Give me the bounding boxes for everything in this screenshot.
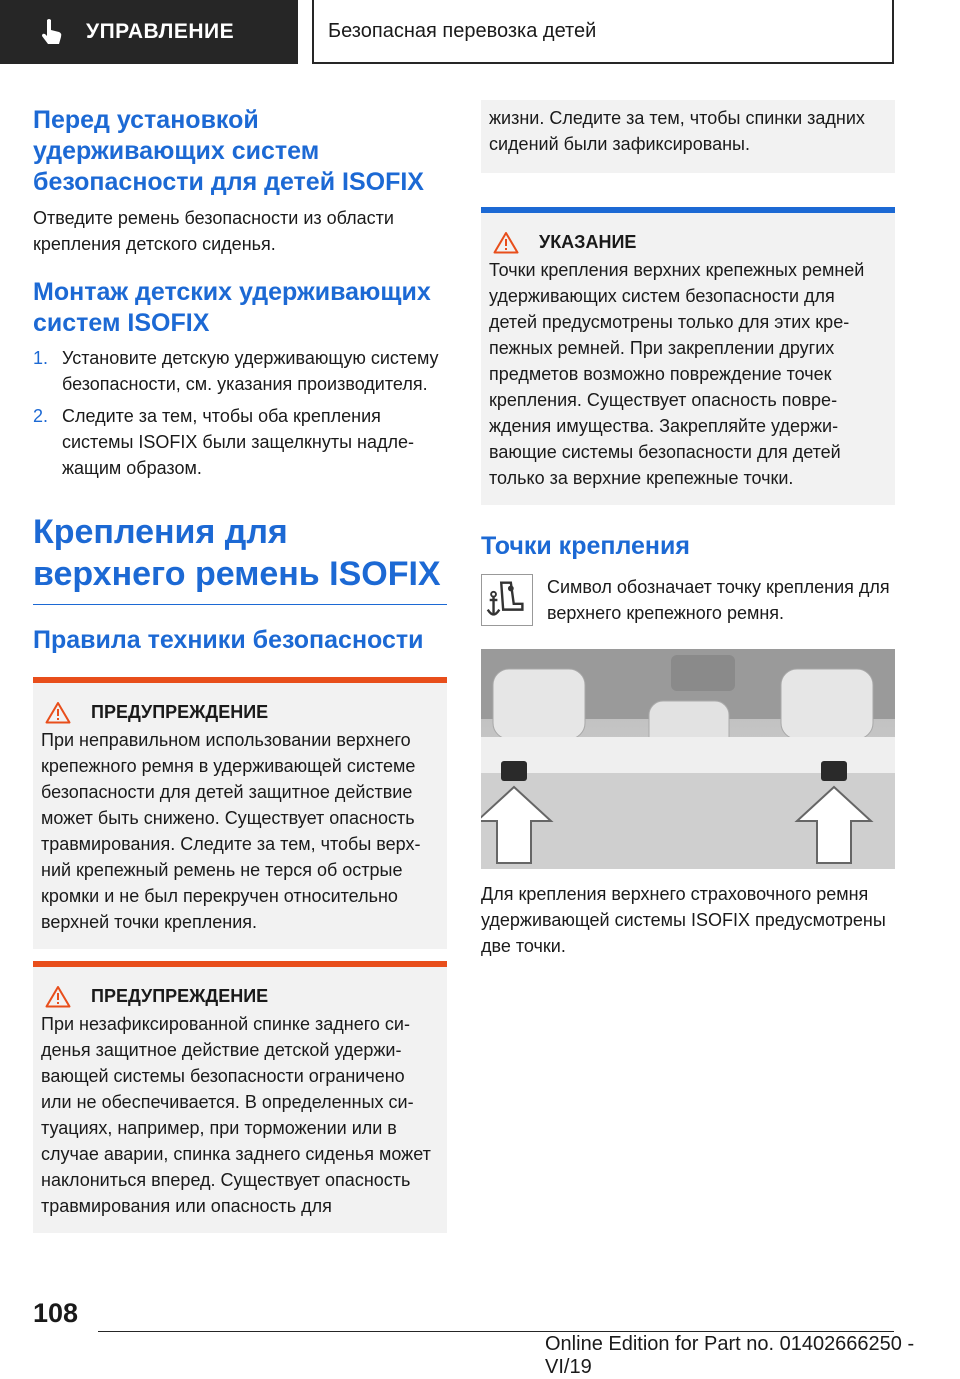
chapter-title: Безопасная перевозка детей <box>312 0 894 64</box>
warning-text: При неправильном использовании верхнего крепежного ремня в удерживающей системе безопасности для детей защитное действие может быть снижено. Существует опасность травмирования. Следите за тем, чтобы верхний крепежный ремень не терся об острые кромки и не был перекручен относительно верхней точки крепления. <box>41 730 421 932</box>
before-install-heading: Перед установкой удерживающих систем безопасности для детей ISOFIX <box>33 106 424 196</box>
footer-rule <box>98 1331 894 1332</box>
warning-header <box>41 983 439 1009</box>
right-column <box>481 100 895 959</box>
list-item <box>33 345 447 397</box>
anchor-heading: Точки крепления <box>481 532 690 560</box>
mount-heading: Монтаж детских удерживающих систем ISOFIX <box>33 278 431 337</box>
page-number: 108 <box>33 1298 79 1328</box>
symbol-row <box>481 574 895 626</box>
before-install-text: Отведите ремень безопасности из области крепления детского сиденья. <box>33 208 394 254</box>
warning-header <box>41 699 439 725</box>
notice-triangle-icon <box>493 231 519 254</box>
notice-header <box>489 229 887 255</box>
warning-text-continued: жизни. Следите за тем, чтобы спинки задних сидений были зафиксированы. <box>489 108 865 154</box>
warning-title: ПРЕДУПРЕЖДЕНИЕ <box>91 702 269 722</box>
step-number: 1. <box>33 348 49 368</box>
list-item <box>33 403 447 481</box>
warning-title: ПРЕДУПРЕЖДЕНИЕ <box>91 986 269 1006</box>
edition-text: Online Edition for Part no. 01402666250 - VI/19 <box>545 1333 915 1378</box>
symbol-description: Символ обозначает точку крепления для верхнего крепежного ремня. <box>547 577 890 623</box>
section-tab-label: УПРАВЛЕНИЕ <box>86 20 235 43</box>
anchor-points-photo <box>481 649 895 869</box>
top-tether-anchor-icon <box>481 574 533 626</box>
section-rule <box>33 604 447 605</box>
hand-pointer-icon <box>36 17 66 47</box>
warning-box-2 <box>33 961 447 1233</box>
step-number: 2. <box>33 406 49 426</box>
rear-seat-anchor-image <box>481 649 895 869</box>
left-column <box>33 100 447 1233</box>
top-tether-heading: Крепления для верхнего ремень ISOFIX <box>33 513 441 593</box>
warning-triangle-icon <box>45 701 71 724</box>
warning-box-1 <box>33 677 447 949</box>
safety-rules-heading: Правила техники безопасности <box>33 626 424 654</box>
step-text: Следите за тем, чтобы оба крепления системы ISOFIX были защелкнуты надлежащим образом. <box>62 406 414 478</box>
mount-steps <box>33 345 447 481</box>
notice-text: Точки крепления верхних крепежных ремней удерживающих систем безопасности для детей предусмотрены только для этих крепежных ремней. При закреплении других предметов возможно повреждение точек крепления. Существует опасность повреждения имущества. Закрепляйте удерживающие системы безопасности для детей только за верхние крепежные точки. <box>489 260 865 488</box>
section-tab <box>0 0 298 64</box>
notice-title: УКАЗАНИЕ <box>539 232 637 252</box>
notice-box <box>481 207 895 505</box>
warning-triangle-icon <box>45 985 71 1008</box>
warning-text: При незафиксированной спинке заднего сиденья защитное действие детской удерживающей системы безопасности ограничено или не обеспечивается. В определенных ситуациях, например, при торможении или в случае аварии, спинка заднего сиденья может наклониться вперед. Существует опасность травмирования или опасность для <box>41 1014 431 1216</box>
step-text: Установите детскую удерживающую систему безопасности, см. указания производителя. <box>62 348 439 394</box>
photo-caption: Для крепления верхнего страховочного ремня удерживающей системы ISOFIX предусмотрены две точки. <box>481 884 886 956</box>
warning-box-2-continued <box>481 100 895 173</box>
